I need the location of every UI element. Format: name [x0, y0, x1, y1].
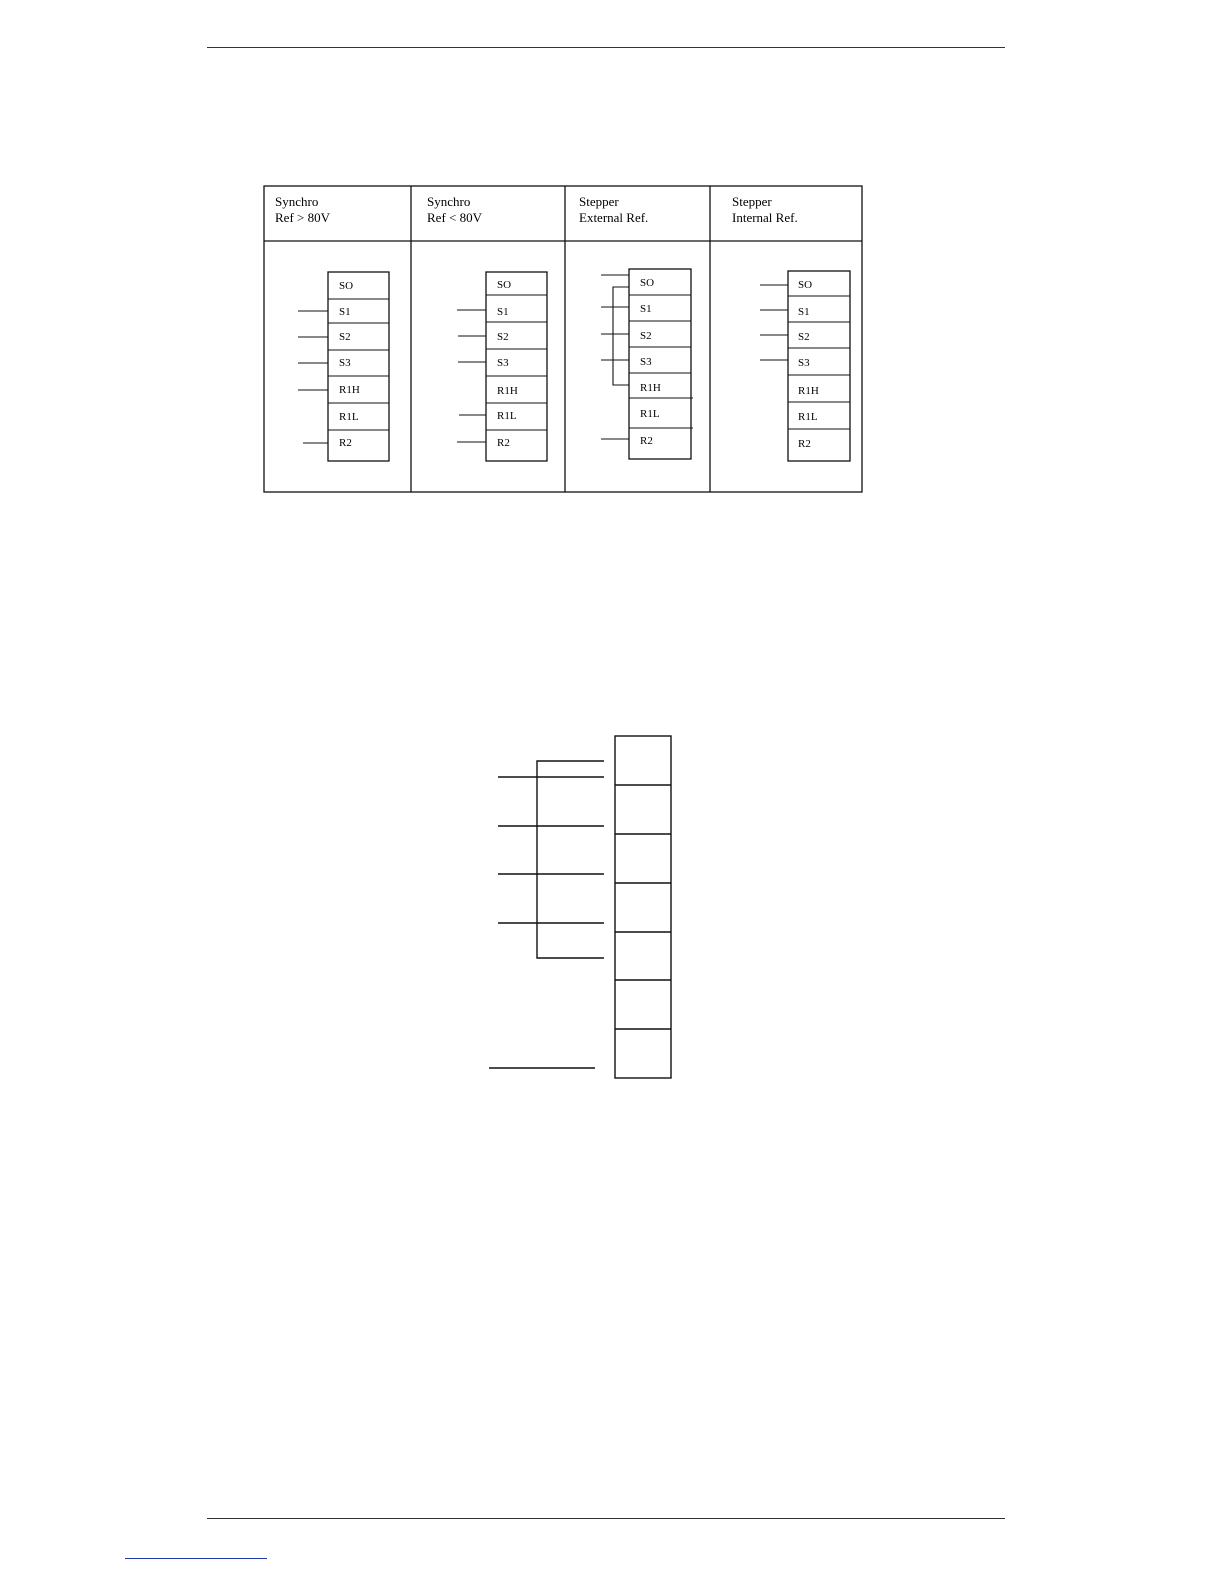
- terminal-block-stepper-external: [601, 269, 693, 459]
- terminal-label: SO: [339, 280, 354, 292]
- terminal-label: SO: [497, 279, 512, 291]
- terminal-label: SO: [798, 279, 813, 291]
- header-col4-line1: Stepper: [732, 194, 772, 209]
- terminal-label: R1H: [640, 382, 661, 394]
- terminal-label: SO: [640, 277, 655, 289]
- terminal-label: S1: [497, 306, 509, 318]
- terminal-label: S3: [339, 357, 351, 369]
- terminal-label: S1: [798, 306, 810, 318]
- terminal-label: S3: [640, 356, 652, 368]
- terminal-label: S2: [497, 331, 509, 343]
- terminal-strip: [615, 736, 671, 1078]
- terminal-label: R1L: [640, 408, 660, 420]
- terminal-label: R2: [497, 437, 510, 449]
- connection-table: [0, 0, 1224, 560]
- terminal-label: R2: [339, 437, 352, 449]
- terminal-label: R1L: [798, 411, 818, 423]
- terminal-label: R2: [640, 435, 653, 447]
- terminal-label: R1H: [339, 384, 360, 396]
- terminal-label: S3: [497, 357, 509, 369]
- terminal-block-synchro-high: [298, 272, 389, 461]
- header-col2-line1: Synchro: [427, 194, 471, 209]
- terminal-label: R1L: [497, 410, 517, 422]
- terminal-label: S1: [339, 306, 351, 318]
- terminal-block-synchro-low: [457, 272, 547, 461]
- terminal-label: R1H: [798, 385, 819, 397]
- header-col4-line2: Internal Ref.: [732, 210, 798, 225]
- terminal-label: R1L: [339, 411, 359, 423]
- terminal-block-stepper-internal: [760, 271, 850, 461]
- header-col3-line2: External Ref.: [579, 210, 649, 225]
- terminal-label: S2: [640, 330, 652, 342]
- header-col3-line1: Stepper: [579, 194, 619, 209]
- terminal-label: R1H: [497, 385, 518, 397]
- terminal-label: S2: [339, 331, 351, 343]
- header-col1-line2: Ref > 80V: [275, 210, 330, 225]
- terminal-label: R2: [798, 438, 811, 450]
- footer-rule: [207, 1518, 1005, 1519]
- terminal-label: S3: [798, 357, 810, 369]
- header-col1-line1: Synchro: [275, 194, 319, 209]
- wire-bus: [489, 761, 604, 1068]
- table-grid: [264, 186, 862, 492]
- header-col2-line2: Ref < 80V: [427, 210, 482, 225]
- footer-link-underline[interactable]: [125, 1558, 267, 1559]
- wiring-diagram: [0, 720, 1224, 1100]
- terminal-label: S2: [798, 331, 810, 343]
- terminal-label: S1: [640, 303, 652, 315]
